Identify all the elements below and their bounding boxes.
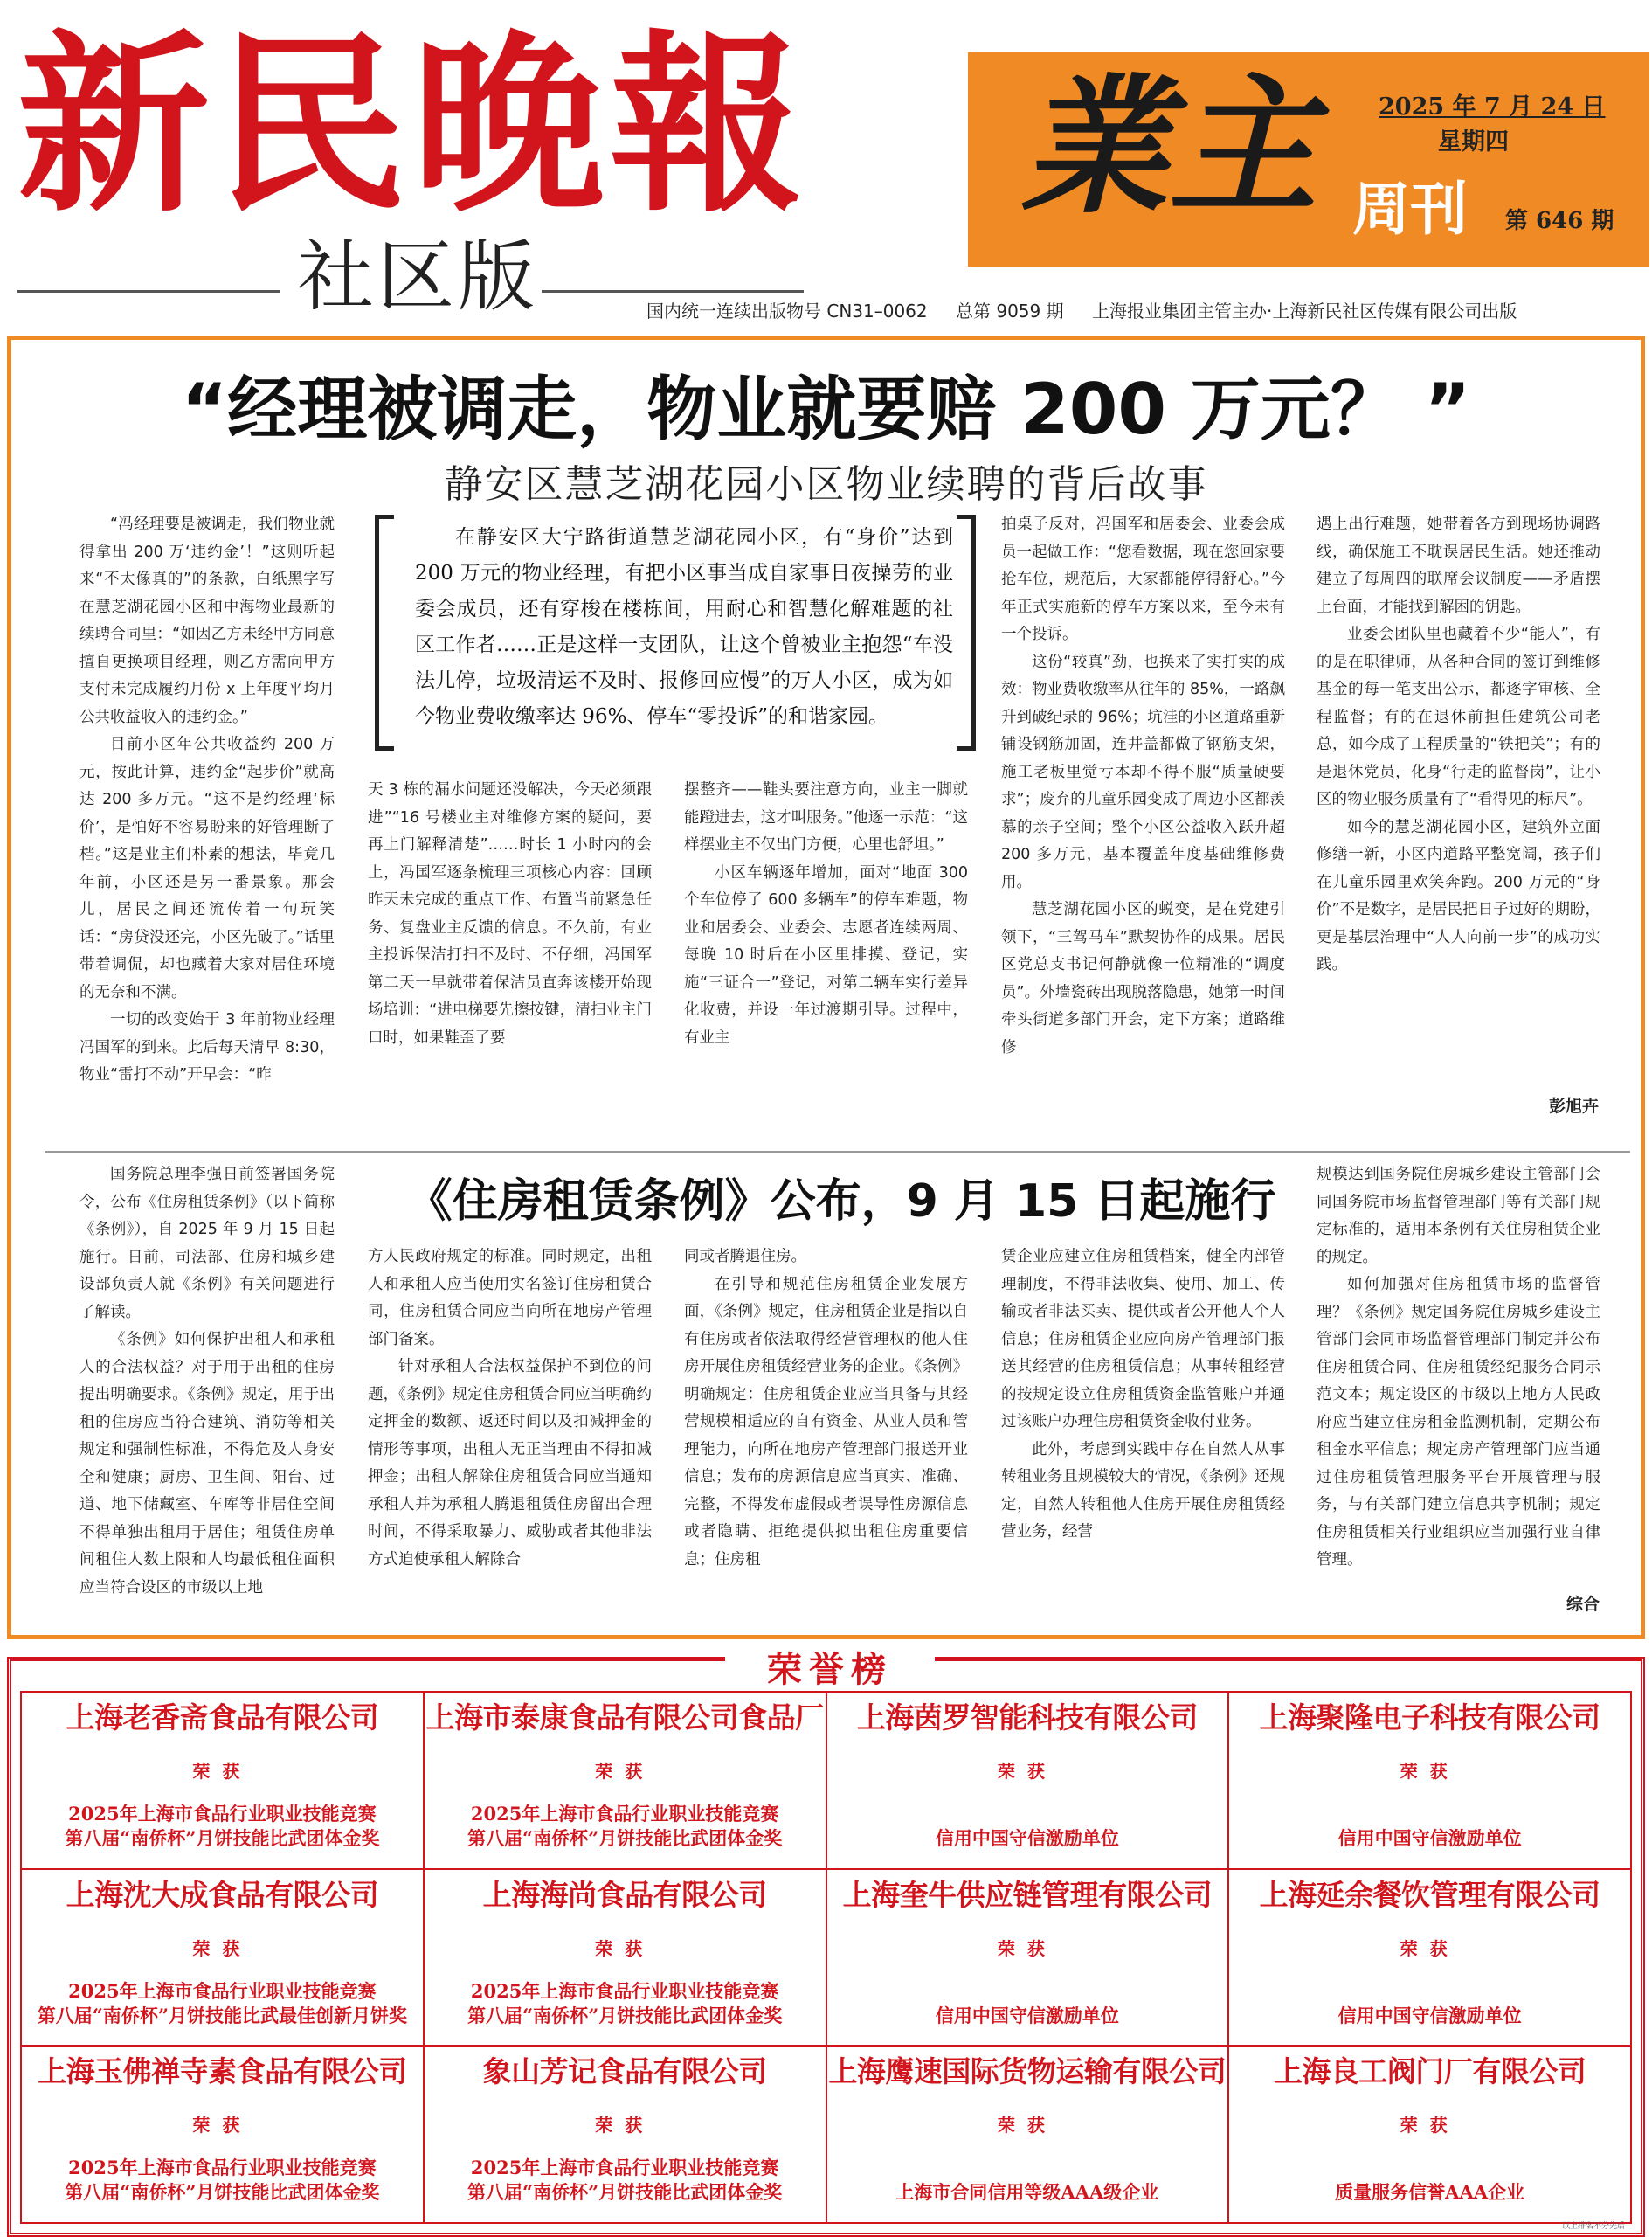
lead-headline: “经理被调走，物业就要赔 200 万元？ ” [181,369,1471,450]
regulation-paragraph: 在引导和规范住房租赁企业发展方面，《条例》规定，住房租赁企业是指以自有住房或者依法取得经营管理权的他人住房开展住房租赁经营业务的企业。《条例》明确规定：住房租赁企业应当具备与其经营规模相适应的自有资金、从业人员和管理能力，向所在地房产管理部门报送开业信息；发布的房源信息应当真实、准确、完整，不得发布虚假或者误导性房源信息或者隐瞒、拒绝提供拟出租住房重要信息；住房租 [684,1275,968,1569]
honor-award-line: 上海市合同信用等级AAA级企业 [895,2181,1159,2204]
honor-cell [827,1870,1230,2047]
lead-column-2 [368,777,652,1114]
lead-paragraph: 目前小区年公共收益约 200 万元，按此计算，违约金“起步价”就高达 200 多万元。“这不是约经理‘标价’，是怕好不容易盼来的好管理断了档。”这是业主们朴素的想法，毕竟几年前，小区还是另一番景象。那会儿，居民之间还流传着一句玩笑话：“房贷没还完，小区先破了。”话里带着调侃，却也藏着大家对居住环境的无奈和不满。 [79,736,335,1001]
lead-paragraph: 天 3 栋的漏水问题还没解决，今天必须跟进”“16 号楼业主对维修方案的疑问，要再上门解释清楚”……时长 1 小时内的会上，冯国军逐条梳理三项核心内容：回顾昨天未完成的重点工作、布置当前紧急任务、复盘业主反馈的信息。不久前，有业主投诉保洁打扫不及时、不仔细，冯国军第二天一早就带着保洁员直奔该楼开始现场培训：“进电梯要先擦按键，清扫业主门口时，如果鞋歪了要 [368,781,652,1047]
honor-company-name: 上海市泰康食品有限公司食品厂 [425,1700,824,1735]
honor-grid [20,1691,1632,2224]
honor-award-line: 第八届“南侨杯”月饼技能比武团体金奖 [467,1827,783,1849]
honor-won-label: 荣获 [595,1937,655,1959]
lead-subheadline: 静安区慧芝湖花园小区物业续聘的背后故事 [444,462,1208,507]
honor-award-line: 2025年上海市食品行业职业技能竞赛 [470,1979,779,2002]
regulation-column-5 [1317,1161,1600,1586]
regulation-column-2 [368,1243,652,1616]
lead-paragraph: 这份“较真”劲，也换来了实打实的成效：物业费收缴率从往年的 85%，一路飙升到破纪录的 96%；坑洼的小区道路重新铺设钢筋加固，连井盖都做了钢筋支架，施工老板里觉亏本却不得不服“质量硬要求”；废弃的儿童乐园变成了周边小区都羡慕的亲子空间；整个小区公益收入跃升超 200 多万元，基本覆盖年度基础维修费用。 [1001,653,1285,891]
lead-paragraph: 遇上出行难题，她带着各方到现场协调路线，确保施工不耽误居民生活。她还推动建立了每周四的联席会议制度——矛盾摆上台面，才能找到解困的钥匙。 [1317,516,1600,616]
honor-cell [1229,1870,1632,2047]
honor-won-label: 荣获 [1400,1761,1460,1782]
lead-intro-box [370,511,979,765]
honor-cell [22,2047,425,2224]
lead-intro-text: 在静安区大宁路街道慧芝湖花园小区，有“身价”达到 200 万元的物业经理，有把小区事当成自家事日夜操劳的业委会成员，还有穿梭在楼栋间，用耐心和智慧化解难题的社区工作者……正是这样一支团队，让这个曾被业主抱怨“车没法儿停，垃圾清运不及时、报修回应慢”的万人小区，成为如今物业费收缴率达 96%、停车“零投诉”的和谐家园。 [415,526,953,728]
edition-rule-right [542,290,804,293]
honor-cell [22,1870,425,2047]
section-divider [45,1151,1630,1153]
honor-award-line: 第八届“南侨杯”月饼技能比武团体金奖 [65,2181,380,2204]
issue-date: 2025 年 7 月 24 日 [1379,93,1606,121]
honor-award-line: 2025年上海市食品行业职业技能竞赛 [470,2157,779,2179]
weekly-banner [968,52,1649,267]
honor-cell [1229,1693,1632,1870]
honor-award-line: 信用中国守信激励单位 [935,1827,1119,1849]
honor-award-line: 2025年上海市食品行业职业技能竞赛 [68,2157,377,2179]
bracket-right [957,515,976,751]
honor-company-name: 上海延余餐饮管理有限公司 [1259,1877,1600,1912]
honor-won-label: 荣获 [997,1761,1057,1782]
honor-cell [425,2047,827,2224]
lead-paragraph: 慧芝湖花园小区的蜕变，是在党建引领下，“三驾马车”默契协作的成果。居民区党总支书记何静就像一位精准的“调度员”。外墙瓷砖出现脱落隐患，她第一时间牵头街道多部门开会，定下方案；道路维修 [1001,901,1285,1056]
honor-company-name: 上海沈大成食品有限公司 [66,1877,379,1912]
lead-column-4 [1001,511,1285,1114]
honor-company-name: 上海良工阀门厂有限公司 [1273,2054,1586,2089]
regulation-column-1 [79,1161,335,1616]
honor-company-name: 上海老香斋食品有限公司 [66,1700,379,1735]
honor-award-line: 信用中国守信激励单位 [1337,2004,1522,2026]
lead-paragraph: 拍桌子反对，冯国军和居委会、业委会成员一起做工作：“您看数据，现在您回家要抢车位，规范后，大家都能停得舒心。”今年正式实施新的停车方案以来，至今未有一个投诉。 [1001,516,1285,643]
honor-award-line: 质量服务信誉AAA企业 [1335,2181,1525,2204]
lead-byline: 彭旭卉 [1549,1097,1600,1116]
honor-won-label: 荣获 [997,1937,1057,1959]
honor-award-line: 2025年上海市食品行业职业技能竞赛 [68,1979,377,2002]
honor-award-line: 2025年上海市食品行业职业技能竞赛 [68,1803,377,1825]
publication-serial: 国内统一连续出版物号 CN31–0062 [646,301,928,322]
lead-column-1 [79,511,335,1114]
honor-board [7,1649,1645,2237]
honor-title-wrap [725,1649,935,1691]
honor-company-name: 上海海尚食品有限公司 [482,1877,767,1912]
honor-won-label: 荣获 [192,1761,252,1782]
honor-title: 荣誉榜 [767,1649,893,1690]
lead-paragraph: “冯经理要是被调走，我们物业就得拿出 200 万‘违约金’！”这则听起来“不太像真的”的条款，白纸黑字写在慧芝湖花园小区和中海物业最新的续聘合同里：“如因乙方未经甲方同意擅自更换项目经理，则乙方需向甲方支付未完成履约月份 x 上年度平均月公共收益收入的违约金。” [79,516,335,726]
honor-won-label: 荣获 [997,2115,1057,2137]
honor-cell [425,1870,827,2047]
honor-won-label: 荣获 [595,1761,655,1782]
regulation-byline: 综合 [1566,1595,1600,1614]
honor-company-name: 上海聚隆电子科技有限公司 [1259,1700,1600,1735]
honor-cell [827,1693,1230,1870]
honor-company-name: 上海鹰速国际货物运输有限公司 [828,2054,1227,2089]
honor-won-label: 荣获 [192,1937,252,1959]
honor-cell [827,2047,1230,2224]
bracket-left [375,515,394,751]
honor-won-label: 荣获 [192,2115,252,2137]
regulation-paragraph: 此外，考虑到实践中存在自然人从事转租业务且规模较大的情况，《条例》还规定，自然人转租他人住房开展住房租赁经营业务，经营 [1001,1440,1285,1541]
weekly-brand: 業主 [1020,59,1318,234]
honor-company-name: 上海玉佛禅寺素食品有限公司 [38,2054,407,2089]
regulation-paragraph: 如何加强对住房租赁市场的监督管理？《条例》规定国务院住房城乡建设主管部门会同市场监督管理部门制定并公布住房租赁合同、住房租赁经纪服务合同示范文本；规定设区的市级以上地方人民政府应当建立住房租金监测机制，定期公布租金水平信息；规定房产管理部门应当通过住房租赁管理服务平台开展管理与服务，与有关部门建立信息共享机制；规定住房租赁相关行业组织应当加强行业自律管理。 [1317,1276,1600,1569]
issue-number: 第 646 期 [1505,208,1614,234]
regulation-paragraph: 同或者腾退住房。 [684,1248,806,1265]
weekly-subtitle: 周刊 [1352,176,1468,243]
honor-award-line: 第八届“南侨杯”月饼技能比武团体金奖 [467,2181,783,2204]
regulation-column-3 [684,1243,968,1616]
honor-won-label: 荣获 [1400,1937,1460,1959]
publication-info [646,297,1539,322]
newspaper-logo: 新民晚報 [17,11,808,238]
publication-publisher: 上海报业集团主管主办·上海新民社区传媒有限公司出版 [1091,301,1517,322]
regulation-paragraph: 国务院总理李强日前签署国务院令，公布《住房租赁条例》（以下简称《条例》），自 2025 年 9 月 15 日起施行。日前，司法部、住房和城乡建设部负责人就《条例》有关问题进行了解读。 [79,1166,335,1321]
regulation-column-4 [1001,1243,1285,1616]
honor-won-label: 荣获 [1400,2115,1460,2137]
lead-column-5 [1317,511,1600,1084]
lead-paragraph: 小区车辆逐年增加，面对“地面 300 个车位停了 600 多辆车”的停车难题，物业和居委会、业委会、志愿者连续两周、每晚 10 时后在小区里排摸、登记，实施“三证合一”登记，对第二辆车实行差异化收费，并设一年过渡期引导。过程中，有业主 [684,863,968,1047]
honor-cell [22,1693,425,1870]
publication-total-issue: 总第 9059 期 [956,301,1064,322]
lead-paragraph: 如今的慧芝湖花园小区，建筑外立面修缮一新，小区内道路平整宽阔，孩子们在儿童乐园里欢笑奔跑。200 万元的“身价”不是数字，是居民把日子过好的期盼，更是基层治理中“人人向前一步”的成功实践。 [1317,818,1600,973]
honor-award-line: 信用中国守信激励单位 [935,2004,1119,2026]
edition-rule-left [17,290,280,293]
regulation-paragraph: 方人民政府规定的标准。同时规定，出租人和承租人应当使用实名签订住房租赁合同，住房租赁合同应当向所在地房产管理部门备案。 [368,1248,652,1348]
honor-company-name: 象山芳记食品有限公司 [482,2054,767,2089]
regulation-paragraph: 针对承租人合法权益保护不到位的问题，《条例》规定住房租赁合同应当明确约定押金的数额、返还时间以及扣减押金的情形等事项，出租人无正当理由不得扣减押金；出租人解除住房租赁合同应当通知承租人并为承租人腾退租赁住房留出合理时间，不得采取暴力、威胁或者其他非法方式迫使承租人解除合 [368,1358,652,1569]
honor-cell [425,1693,827,1870]
honor-footnote: 以上排名不分先后 [1561,2222,1625,2231]
honor-cell [1229,2047,1632,2224]
honor-award-line: 第八届“南侨杯”月饼技能比武团体金奖 [65,1827,380,1849]
masthead [0,0,1652,332]
regulation-paragraph: 《条例》如何保护出租人和承租人的合法权益？对于用于出租的住房提出明确要求。《条例》规定，用于出租的住房应当符合建筑、消防等相关规定和强制性标准，不得危及人身安全和健康；厨房、卫生间、阳台、过道、地下储藏室、车库等非居住空间不得单独出租用于居住；租赁住房单间租住人数上限和人均最低租住面积应当符合设区的市级以上地 [79,1331,335,1596]
lead-paragraph: 摆整齐——鞋头要注意方向，业主一脚就能蹬进去，这才叫服务。”他逐一示范：“这样摆业主不仅出门方便，心里也舒坦。” [684,781,968,854]
regulation-paragraph: 规模达到国务院住房城乡建设主管部门会同国务院市场监督管理部门等有关部门规定标准的，适用本条例有关住房租赁企业的规定。 [1317,1166,1600,1266]
lead-paragraph: 一切的改变始于 3 年前物业经理冯国军的到来。此后每天清早 8:30，物业“雷打不动”开早会：“昨 [79,1011,335,1084]
edition-label: 社区版 [297,232,539,322]
issue-weekday: 星期四 [1438,128,1509,156]
honor-won-label: 荣获 [595,2115,655,2137]
regulation-headline: 《住房租赁条例》公布，9 月 15 日起施行 [406,1175,1276,1228]
honor-company-name: 上海茵罗智能科技有限公司 [856,1700,1198,1735]
honor-award-line: 信用中国守信激励单位 [1337,1827,1522,1849]
honor-award-line: 第八届“南侨杯”月饼技能比武最佳创新月饼奖 [37,2004,407,2026]
lead-story [7,336,1645,1639]
honor-award-line: 第八届“南侨杯”月饼技能比武团体金奖 [467,2004,783,2026]
honor-company-name: 上海奎牛供应链管理有限公司 [842,1877,1213,1912]
regulation-paragraph: 赁企业应建立住房租赁档案，健全内部管理制度，不得非法收集、使用、加工、传输或者非法买卖、提供或者公开他人个人信息；住房租赁企业应向房产管理部门报送其经营的住房租赁信息；从事转租经营的按规定设立住房租赁资金监管账户并通过该账户办理住房租赁资金收付业务。 [1001,1248,1285,1430]
lead-column-3 [684,777,968,1114]
lead-paragraph: 业委会团队里也藏着不少“能人”，有的是在职律师，从各种合同的签订到维修基金的每一笔支出公示，都逐字审核、全程监督；有的在退休前担任建筑公司老总，如今成了工程质量的“铁把关”；有的是退休党员，化身“行走的监督岗”，让小区的物业服务质量有了“看得见的标尺”。 [1317,626,1600,808]
honor-award-line: 2025年上海市食品行业职业技能竞赛 [470,1803,779,1825]
